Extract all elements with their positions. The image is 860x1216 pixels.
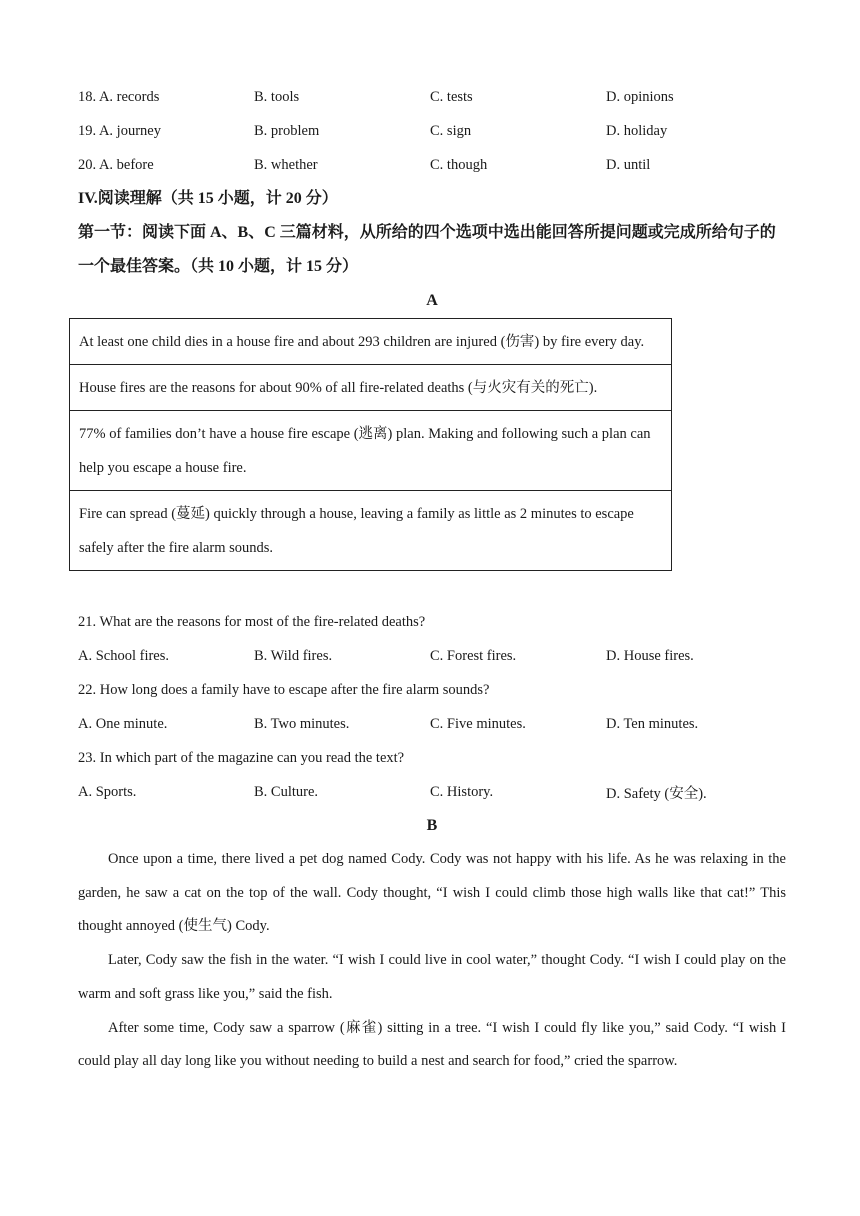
option-d: D. opinions xyxy=(606,88,674,105)
question-options xyxy=(78,639,786,673)
option-b: B. Culture. xyxy=(254,783,319,800)
option-a: 20. A. before xyxy=(78,156,154,173)
passage-paragraph: After some time, Cody saw a sparrow (麻雀) sitting in a tree. “I wish I could fly like you,” said Cody. “I wish I could play all day long like you without needing to build a nest and search for food,” cried the sparrow. xyxy=(78,1019,786,1070)
passage-b-letter: B xyxy=(426,817,438,834)
fact-cell: Fire can spread (蔓延) quickly through a house, leaving a family as little as 2 minutes to escape safely after the fire alarm sounds. xyxy=(70,490,671,570)
option-b: B. Two minutes. xyxy=(254,715,350,732)
option-b: B. problem xyxy=(254,122,320,139)
option-a: A. One minute. xyxy=(78,715,168,732)
option-c: C. sign xyxy=(430,122,472,139)
option-c: C. Five minutes. xyxy=(430,715,526,732)
fact-cell: At least one child dies in a house fire and about 293 children are injured (伤害) by fire every day. xyxy=(79,334,645,350)
section-heading: IV.阅读理解（共 15 小题，计 20 分） xyxy=(78,190,338,207)
cloze-option-row xyxy=(78,80,786,114)
option-a: A. Sports. xyxy=(78,783,137,800)
question-options xyxy=(78,775,786,809)
cloze-option-row xyxy=(78,148,786,182)
option-d: D. House fires. xyxy=(606,647,694,664)
fact-cell: House fires are the reasons for about 90% of all fire-related deaths (与火灾有关的死亡). xyxy=(70,364,671,410)
option-d: D. Safety (安全). xyxy=(606,785,707,802)
question-stem: 21. What are the reasons for most of the fire-related deaths? xyxy=(78,614,426,630)
passage-paragraph: Later, Cody saw the fish in the water. “I wish I could live in cool water,” thought Cody. “I wish I could play on the warm and soft grass like you,” said the fish. xyxy=(78,952,786,1002)
option-d: D. Ten minutes. xyxy=(606,715,699,732)
question-options xyxy=(78,707,786,741)
exam-page xyxy=(78,80,786,1079)
option-a: 18. A. records xyxy=(78,88,160,105)
cloze-option-row xyxy=(78,114,786,148)
fact-cell: 77% of families don’t have a house fire escape (逃离) plan. Making and following such a plan can help you escape a house fire. xyxy=(70,410,671,490)
option-c: C. though xyxy=(430,156,488,173)
question-stem: 22. How long does a family have to escape after the fire alarm sounds? xyxy=(78,682,490,698)
option-b: B. Wild fires. xyxy=(254,647,333,664)
passage-paragraph: Once upon a time, there lived a pet dog named Cody. Cody was not happy with his life. As he was relaxing in the garden, he saw a cat on the top of the wall. Cody thought, “I wish I could climb those high walls like that cat!” This thought annoyed (使生气) Cody. xyxy=(78,851,786,935)
option-b: B. whether xyxy=(254,156,318,173)
spacer xyxy=(78,571,786,605)
option-c: C. Forest fires. xyxy=(430,647,517,664)
option-b: B. tools xyxy=(254,88,300,105)
question-stem: 23. In which part of the magazine can you read the text? xyxy=(78,750,405,766)
option-a: 19. A. journey xyxy=(78,122,161,139)
passage-a-letter: A xyxy=(426,292,438,309)
option-c: C. History. xyxy=(430,783,494,800)
option-d: D. until xyxy=(606,156,651,173)
option-c: C. tests xyxy=(430,88,473,105)
fact-table xyxy=(69,318,672,571)
option-d: D. holiday xyxy=(606,122,668,139)
section-instruction: 第一节：阅读下面 A、B、C 三篇材料，从所给的四个选项中选出能回答所提问题或完成所给句子的一个最佳答案。（共 10 小题，计 15 分） xyxy=(78,224,776,275)
option-a: A. School fires. xyxy=(78,647,170,664)
